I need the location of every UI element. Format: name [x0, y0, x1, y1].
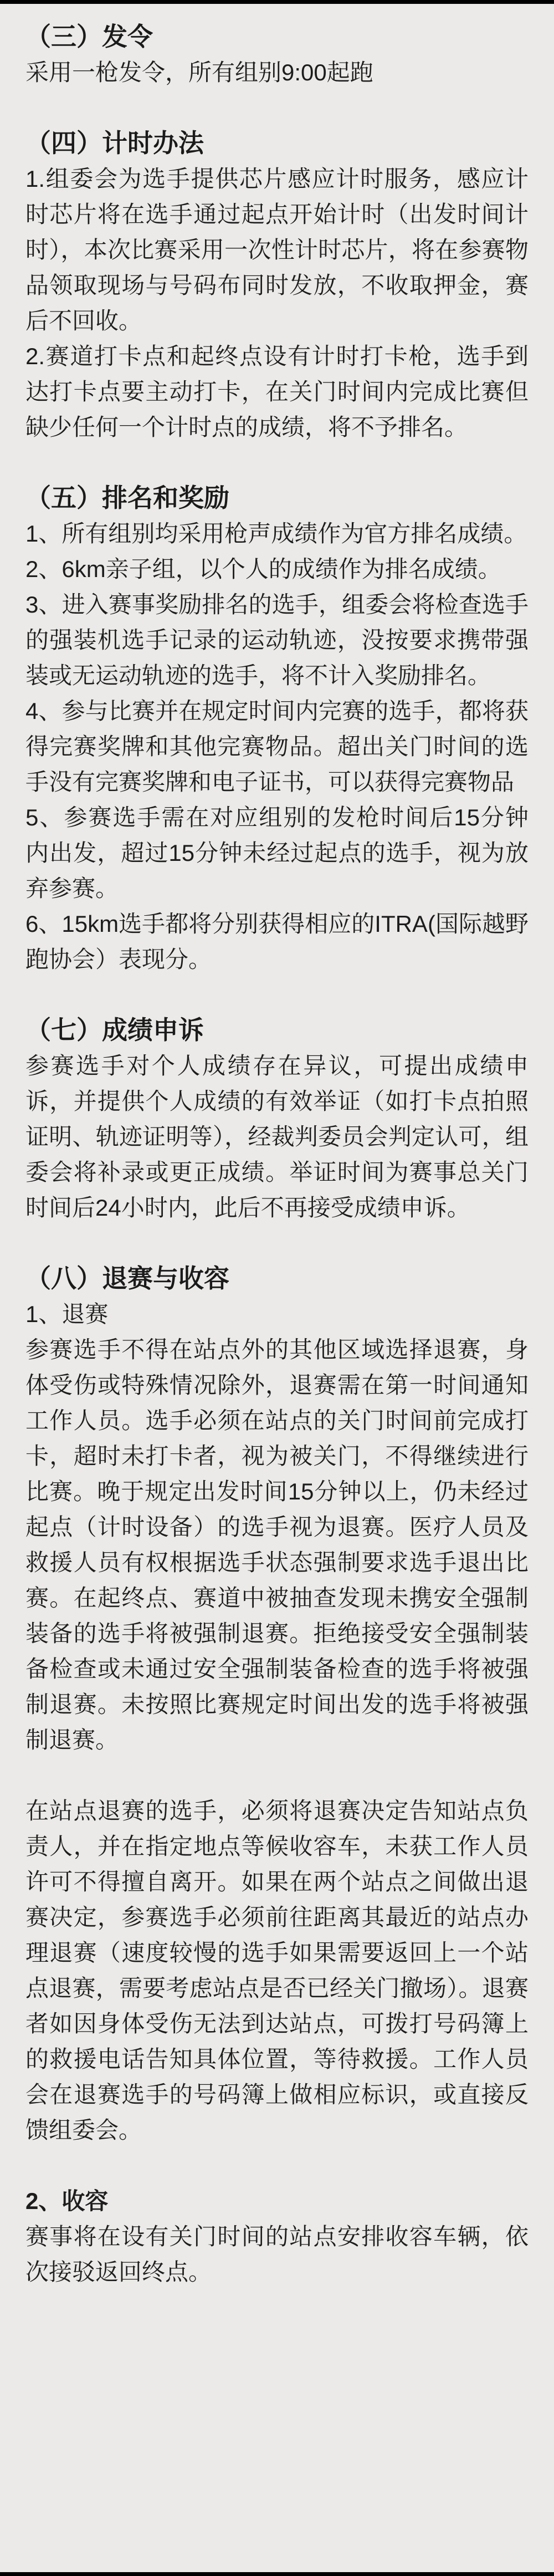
ranking-item-4: 4、参与比赛并在规定时间内完赛的选手，都将获得完赛奖牌和其他完赛物品。超出关门时间的选手没有完赛奖牌和电子证书，可以获得完赛物品: [25, 698, 529, 795]
timing-paragraph-1: 1.组委会为选手提供芯片感应计时服务，感应计时芯片将在选手通过起点开始计时（出发时间计时），本次比赛采用一次性计时芯片，将在参赛物品领取现场与号码布同时发放，不收取押金，赛后不回收。: [25, 166, 529, 334]
section-heading-start-signal: （三）发令: [25, 22, 153, 51]
section-heading-withdrawal-sweep: （八）退赛与收容: [25, 1264, 229, 1293]
subsection-title-sweep: 2、收容: [25, 2188, 109, 2214]
withdrawal-paragraph-2: 在站点退赛的选手，必须将退赛决定告知站点负责人，并在指定地点等候收容车，未获工作人员许可不得擅自离开。如果在两个站点之间做出退赛决定，参赛选手必须前往距离其最近的站点办理退赛（速度较慢的选手如果需要返回上一个站点退赛，需要考虑站点是否已经关门撤场）。退赛者如因身体受伤无法到达站点，可拨打号码簿上的救援电话告知具体位置，等待救援。工作人员会在退赛选手的号码簿上做相应标识，或直接反馈组委会。: [25, 1798, 529, 2143]
top-letterbox-bar: [0, 0, 554, 4]
section-heading-ranking-awards: （五）排名和奖励: [25, 483, 229, 512]
ranking-item-3: 3、进入赛事奖励排名的选手，组委会将检查选手的强装机选手记录的运动轨迹，没按要求携带强装或无运动轨迹的选手，将不计入奖励排名。: [25, 591, 529, 688]
bottom-letterbox-bar: [0, 2572, 554, 2576]
timing-paragraph-2: 2.赛道打卡点和起终点设有计时打卡枪，选手到达打卡点要主动打卡，在关门时间内完成比赛但缺少任何一个计时点的成绩，将不予排名。: [25, 343, 529, 440]
sweep-paragraph: 赛事将在设有关门时间的站点安排收容车辆，依次接驳返回终点。: [25, 2223, 529, 2285]
section-heading-result-appeal: （七）成绩申诉: [25, 1016, 204, 1044]
start-signal-paragraph: 采用一枪发令，所有组别9:00起跑: [25, 59, 373, 85]
appeal-paragraph: 参赛选手对个人成绩存在异议，可提出成绩申诉，并提供个人成绩的有效举证（如打卡点拍照证明、轨迹证明等），经裁判委员会判定认可，组委会将补录或更正成绩。举证时间为赛事总关门时间后24小时内，此后不再接受成绩申诉。: [25, 1053, 529, 1221]
withdrawal-paragraph-1: 参赛选手不得在站点外的其他区域选择退赛，身体受伤或特殊情况除外，退赛需在第一时间通知工作人员。选手必须在站点的关门时间前完成打卡，超时未打卡者，视为被关门，不得继续进行比赛。晚于规定出发时间15分钟以上，仍未经过起点（计时设备）的选手视为退赛。医疗人员及救援人员有权根据选手状态强制要求选手退出比赛。在起终点、赛道中被抽查发现未携安全强制装备的选手将被强制退赛。拒绝接受安全强制装备检查或未通过安全强制装备检查的选手将被强制退赛。未按照比赛规定时间出发的选手将被强制退赛。: [25, 1337, 529, 1753]
ranking-item-5: 5、参赛选手需在对应组别的发枪时间后15分钟内出发，超过15分钟未经过起点的选手，视为放弃参赛。: [25, 804, 529, 901]
rules-article-body: [0, 4, 554, 2572]
ranking-item-6: 6、15km选手都将分别获得相应的ITRA(国际越野跑协会）表现分。: [25, 911, 529, 972]
ranking-item-2: 2、6km亲子组，以个人的成绩作为排名成绩。: [25, 556, 501, 582]
ranking-item-1: 1、所有组别均采用枪声成绩作为官方排名成绩。: [25, 521, 527, 547]
subsection-title-withdrawal: 1、退赛: [25, 1301, 109, 1327]
section-heading-timing-method: （四）计时办法: [25, 129, 204, 157]
